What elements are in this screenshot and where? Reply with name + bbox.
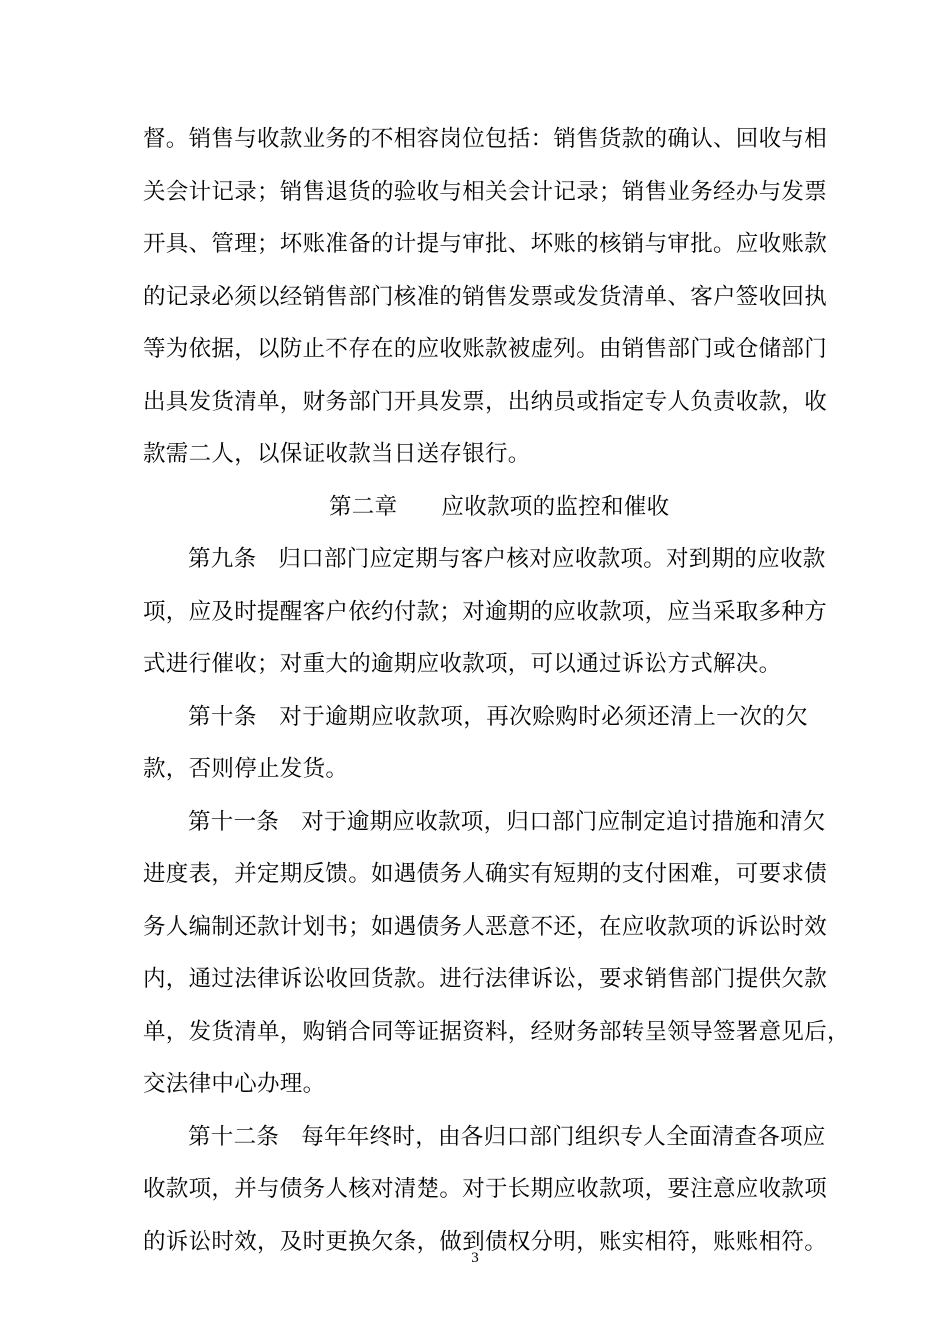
paragraph-line: 款需二人，以保证收款当日送存银行。 [143, 441, 531, 467]
paragraph-line: 等为依据，以防止不存在的应收账款被虚列。由销售部门或仓储部门 [143, 336, 828, 362]
document-body [143, 113, 850, 1268]
article-text: 归口部门应定期与客户核对应收款项。对到期的应收款 [278, 546, 826, 572]
paragraph-line: 的记录必须以经销售部门核准的销售发票或发货清单、客户签收回执 [143, 283, 828, 310]
paragraph-line: 督。销售与收款业务的不相容岗位包括：销售货款的确认、回收与相 [143, 126, 828, 152]
chapter-heading [143, 481, 808, 534]
article-line: 内，通过法律诉讼收回货款。进行法律诉讼，要求销售部门提供欠款 [143, 966, 828, 992]
article-text: 对于逾期应收款项，再次赊购时必须还清上一次的欠 [279, 703, 808, 730]
page-number: 3 [471, 1250, 479, 1266]
article-line: 进度表，并定期反馈。如遇债务人确实有短期的支付困难，可要求债 [143, 861, 828, 887]
article-first-line [143, 691, 808, 744]
article-text: 每年年终时，由各归口部门组织专人全面清查各项应 [301, 1123, 826, 1150]
article-first-line [143, 533, 826, 586]
paragraph-line: 关会计记录；销售退货的验收与相关会计记录；销售业务经办与发票 [143, 178, 828, 205]
article-line: 项，应及时提醒客户依约付款；对逾期的应收款项，应当采取多种方 [143, 598, 828, 625]
article-label: 第十条 [188, 703, 257, 730]
article-label: 第十一条 [188, 808, 280, 835]
paragraph-line: 开具、管理；坏账准备的计提与审批、坏账的核销与审批。应收账款 [143, 231, 828, 257]
article-line: 交法律中心办理。 [143, 1071, 326, 1097]
article-line: 收款项，并与债务人核对清楚。对于长期应收款项，要注意应收款项 [143, 1176, 828, 1202]
article-line: 式进行催收；对重大的逾期应收款项，可以通过诉讼方式解决。 [143, 651, 782, 677]
chapter-title: 应收款项的监控和催收 [441, 493, 670, 520]
article-line: 单，发货清单，购销合同等证据资料，经财务部转呈领导签署意见后， [143, 1018, 850, 1045]
article-line: 的诉讼时效，及时更换欠条，做到债权分明，账实相符，账账相符。 [143, 1228, 828, 1255]
chapter-number: 第二章 [329, 493, 398, 520]
article-first-line [143, 1111, 826, 1164]
article-label: 第十二条 [188, 1123, 280, 1150]
article-label: 第九条 [188, 546, 257, 572]
paragraph-line: 出具发货清单，财务部门开具发票，出纳员或指定专人负责收款，收 [143, 388, 828, 415]
article-line: 款，否则停止发货。 [143, 756, 349, 782]
article-text: 对于逾期应收款项，归口部门应制定追讨措施和清欠 [301, 808, 826, 835]
article-first-line [143, 796, 826, 849]
article-line: 务人编制还款计划书；如遇债务人恶意不还，在应收款项的诉讼时效 [143, 913, 828, 940]
